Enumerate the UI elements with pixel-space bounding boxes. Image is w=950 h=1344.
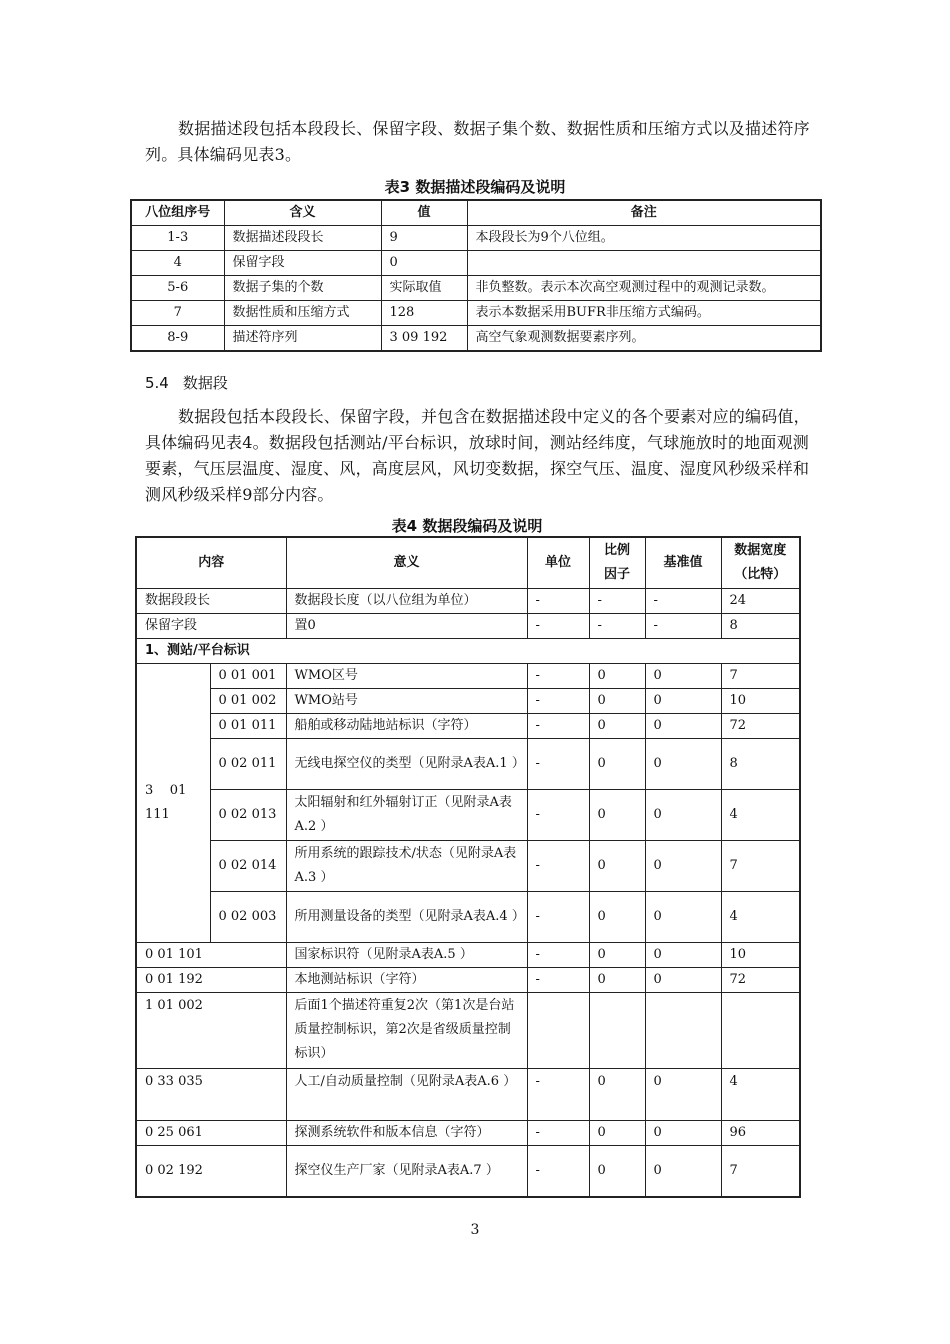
- table4-cell: 0: [645, 739, 721, 790]
- table4-cell: 0: [645, 1146, 721, 1198]
- table4-cell: 无线电探空仪的类型（见附录A表A.1 ）: [286, 739, 527, 790]
- table4-cell: 0: [645, 841, 721, 892]
- table3: [130, 199, 822, 352]
- table4-cell: 后面1个描述符重复2次（第1次是台站质量控制标识，第2次是省级质量控制标识）: [286, 993, 527, 1069]
- table-row: [131, 226, 821, 251]
- table-row: [136, 993, 800, 1069]
- table3-cell: [467, 251, 821, 276]
- table3-cell: 非负整数。表示本次高空观测过程中的观测记录数。: [467, 276, 821, 301]
- scale-line1: 比例: [604, 543, 631, 558]
- table4-cell: 0: [589, 1146, 645, 1198]
- table4-cell: -: [645, 614, 721, 639]
- table4-cell: 72: [721, 714, 800, 739]
- table3-cell: 8-9: [131, 326, 224, 352]
- section-title: 数据段: [182, 374, 228, 392]
- table3-header: 八位组序号: [131, 200, 224, 226]
- table4-cell: -: [527, 614, 589, 639]
- table4-cell: -: [589, 589, 645, 614]
- table4-group-label: [136, 664, 210, 943]
- table-row: [136, 639, 800, 664]
- table4-cell: -: [527, 1121, 589, 1146]
- table4-cell: -: [527, 892, 589, 943]
- table4-cell: 0: [589, 943, 645, 968]
- table4-cell: 4: [721, 1069, 800, 1121]
- table4-header-ref: 基准值: [645, 537, 721, 589]
- table-row: [136, 689, 800, 714]
- table3-cell: 5-6: [131, 276, 224, 301]
- table-row: [136, 943, 800, 968]
- table4: [135, 536, 801, 1198]
- table4-cell: 1 01 002: [136, 993, 286, 1069]
- table-row: [131, 251, 821, 276]
- table4-cell: 0 02 013: [210, 790, 286, 841]
- table4-caption: 表4 数据段编码及说明: [391, 517, 543, 535]
- table4-cell: 0: [645, 943, 721, 968]
- table4-header-width: [721, 537, 800, 589]
- table4-cell: 4: [721, 892, 800, 943]
- width-line1: 数据宽度: [734, 543, 787, 558]
- table-row: [136, 790, 800, 841]
- table4-cell: -: [527, 968, 589, 993]
- width-line2: （比特）: [734, 567, 787, 582]
- table4-cell: 0: [589, 714, 645, 739]
- table4-cell: 7: [721, 1146, 800, 1198]
- table4-cell: 0 25 061: [136, 1121, 286, 1146]
- table4-cell: 0: [589, 892, 645, 943]
- table4-cell: 0: [645, 790, 721, 841]
- group-label-line1: 3 01: [145, 783, 187, 798]
- table4-cell: 0 01 101: [136, 943, 286, 968]
- data-section-paragraph: 数据段包括本段段长、保留字段，并包含在数据描述段中定义的各个要素对应的编码值，具体编码见表4。数据段包括测站/平台标识，放球时间，测站经纬度，气球施放时的地面观测要素，气压层温度、湿度、风，高度层风，风切变数据，探空气压、温度、湿度风秒级采样和测风秒级采样9部分内容。: [145, 407, 810, 504]
- table3-cell: 1-3: [131, 226, 224, 251]
- table4-cell: -: [527, 790, 589, 841]
- table4-cell: 国家标识符（见附录A表A.5 ）: [286, 943, 527, 968]
- table4-cell: [645, 993, 721, 1069]
- table4-cell: 所用系统的跟踪技术/状态（见附录A表A.3 ）: [286, 841, 527, 892]
- table4-cell: 0: [589, 1121, 645, 1146]
- table3-header-row: [131, 200, 821, 226]
- table4-cell: 0: [589, 968, 645, 993]
- table4-cell: 0 01 001: [210, 664, 286, 689]
- table4-cell: -: [645, 589, 721, 614]
- table4-cell: 0: [645, 714, 721, 739]
- table4-cell: 0 01 011: [210, 714, 286, 739]
- table4-cell: 探空仪生产厂家（见附录A表A.7 ）: [286, 1146, 527, 1198]
- group-label-line2: 111: [145, 807, 170, 822]
- table4-cell: 0 33 035: [136, 1069, 286, 1121]
- table-row: [136, 589, 800, 614]
- table4-cell: [527, 993, 589, 1069]
- table4-cell: 96: [721, 1121, 800, 1146]
- table4-cell: 0 01 192: [136, 968, 286, 993]
- table-row: [131, 276, 821, 301]
- table-row: [136, 714, 800, 739]
- table3-cell: 数据性质和压缩方式: [224, 301, 381, 326]
- table4-cell: 置0: [286, 614, 527, 639]
- table4-cell: 7: [721, 664, 800, 689]
- table4-cell: 保留字段: [136, 614, 286, 639]
- table4-cell: 0: [645, 664, 721, 689]
- table4-cell: 0: [589, 841, 645, 892]
- table3-cell: 数据描述段段长: [224, 226, 381, 251]
- table4-cell: 人工/自动质量控制（见附录A表A.6 ）: [286, 1069, 527, 1121]
- table3-cell: 高空气象观测数据要素序列。: [467, 326, 821, 352]
- table3-header: 含义: [224, 200, 381, 226]
- table4-cell: 所用测量设备的类型（见附录A表A.4 ）: [286, 892, 527, 943]
- table4-cell: -: [527, 589, 589, 614]
- table4-cell: 0: [645, 1121, 721, 1146]
- table-row: [136, 664, 800, 689]
- table4-cell: -: [527, 943, 589, 968]
- table4-cell: 0: [589, 790, 645, 841]
- table4-cell: 0 02 003: [210, 892, 286, 943]
- table3-cell: 表示本数据采用BUFR非压缩方式编码。: [467, 301, 821, 326]
- table4-header-scale: [589, 537, 645, 589]
- table4-cell: -: [527, 1069, 589, 1121]
- table4-cell: 72: [721, 968, 800, 993]
- page-number: 3: [470, 1222, 480, 1238]
- table4-cell: 4: [721, 790, 800, 841]
- table4-cell: 24: [721, 589, 800, 614]
- table4-cell: 0: [645, 689, 721, 714]
- table3-cell: 3 09 192: [381, 326, 467, 352]
- table4-cell: -: [527, 714, 589, 739]
- table4-section-title: 1、测站/平台标识: [136, 639, 800, 664]
- table4-cell: -: [527, 664, 589, 689]
- table3-cell: 0: [381, 251, 467, 276]
- table4-cell: 0 02 011: [210, 739, 286, 790]
- table4-cell: 数据段长度（以八位组为单位）: [286, 589, 527, 614]
- table4-cell: 太阳辐射和红外辐射订正（见附录A表A.2 ）: [286, 790, 527, 841]
- table4-header-meaning: 意义: [286, 537, 527, 589]
- table3-cell: 数据子集的个数: [224, 276, 381, 301]
- table4-cell: 0: [589, 664, 645, 689]
- table4-cell: 0 02 014: [210, 841, 286, 892]
- table4-cell: 0: [589, 689, 645, 714]
- table4-cell: 0: [645, 968, 721, 993]
- table4-cell: 0 02 192: [136, 1146, 286, 1198]
- table4-cell: 7: [721, 841, 800, 892]
- table4-cell: 0: [589, 1069, 645, 1121]
- scale-line2: 因子: [604, 567, 631, 582]
- table4-cell: -: [527, 739, 589, 790]
- section-heading: [145, 372, 228, 393]
- table3-cell: 实际取值: [381, 276, 467, 301]
- table4-cell: 8: [721, 614, 800, 639]
- table3-cell: 保留字段: [224, 251, 381, 276]
- table4-header-content: 内容: [136, 537, 286, 589]
- table-row: [131, 326, 821, 352]
- table4-cell: 0: [589, 739, 645, 790]
- table-row: [136, 892, 800, 943]
- table4-cell: 0: [645, 892, 721, 943]
- table-row: [131, 301, 821, 326]
- table-row: [136, 1069, 800, 1121]
- table4-cell: WMO区号: [286, 664, 527, 689]
- table4-cell: 船舶或移动陆地站标识（字符）: [286, 714, 527, 739]
- table-row: [136, 841, 800, 892]
- table4-cell: 本地测站标识（字符）: [286, 968, 527, 993]
- table4-cell: WMO站号: [286, 689, 527, 714]
- table3-cell: 7: [131, 301, 224, 326]
- table3-caption: 表3 数据描述段编码及说明: [384, 178, 566, 196]
- table4-cell: 数据段段长: [136, 589, 286, 614]
- table3-cell: 本段段长为9个八位组。: [467, 226, 821, 251]
- table4-cell: [721, 993, 800, 1069]
- table4-cell: -: [589, 614, 645, 639]
- table-row: [136, 1121, 800, 1146]
- table4-header-row: [136, 537, 800, 589]
- table-row: [136, 968, 800, 993]
- table4-cell: -: [527, 689, 589, 714]
- table3-cell: 128: [381, 301, 467, 326]
- table4-cell: 10: [721, 943, 800, 968]
- table4-header-unit: 单位: [527, 537, 589, 589]
- table4-cell: -: [527, 1146, 589, 1198]
- table4-cell: -: [527, 841, 589, 892]
- table3-header: 值: [381, 200, 467, 226]
- table4-cell: 8: [721, 739, 800, 790]
- intro-paragraph: 数据描述段包括本段段长、保留字段、数据子集个数、数据性质和压缩方式以及描述符序列。具体编码见表3。: [145, 119, 810, 164]
- table3-header: 备注: [467, 200, 821, 226]
- section-number: 5.4: [145, 374, 169, 392]
- table-row: [136, 1146, 800, 1198]
- table4-cell: 探测系统软件和版本信息（字符）: [286, 1121, 527, 1146]
- table3-cell: 描述符序列: [224, 326, 381, 352]
- table-row: [136, 739, 800, 790]
- table4-cell: 0: [645, 1069, 721, 1121]
- table-row: [136, 614, 800, 639]
- table4-cell: 10: [721, 689, 800, 714]
- table3-cell: 4: [131, 251, 224, 276]
- table4-cell: [589, 993, 645, 1069]
- table3-cell: 9: [381, 226, 467, 251]
- table4-cell: 0 01 002: [210, 689, 286, 714]
